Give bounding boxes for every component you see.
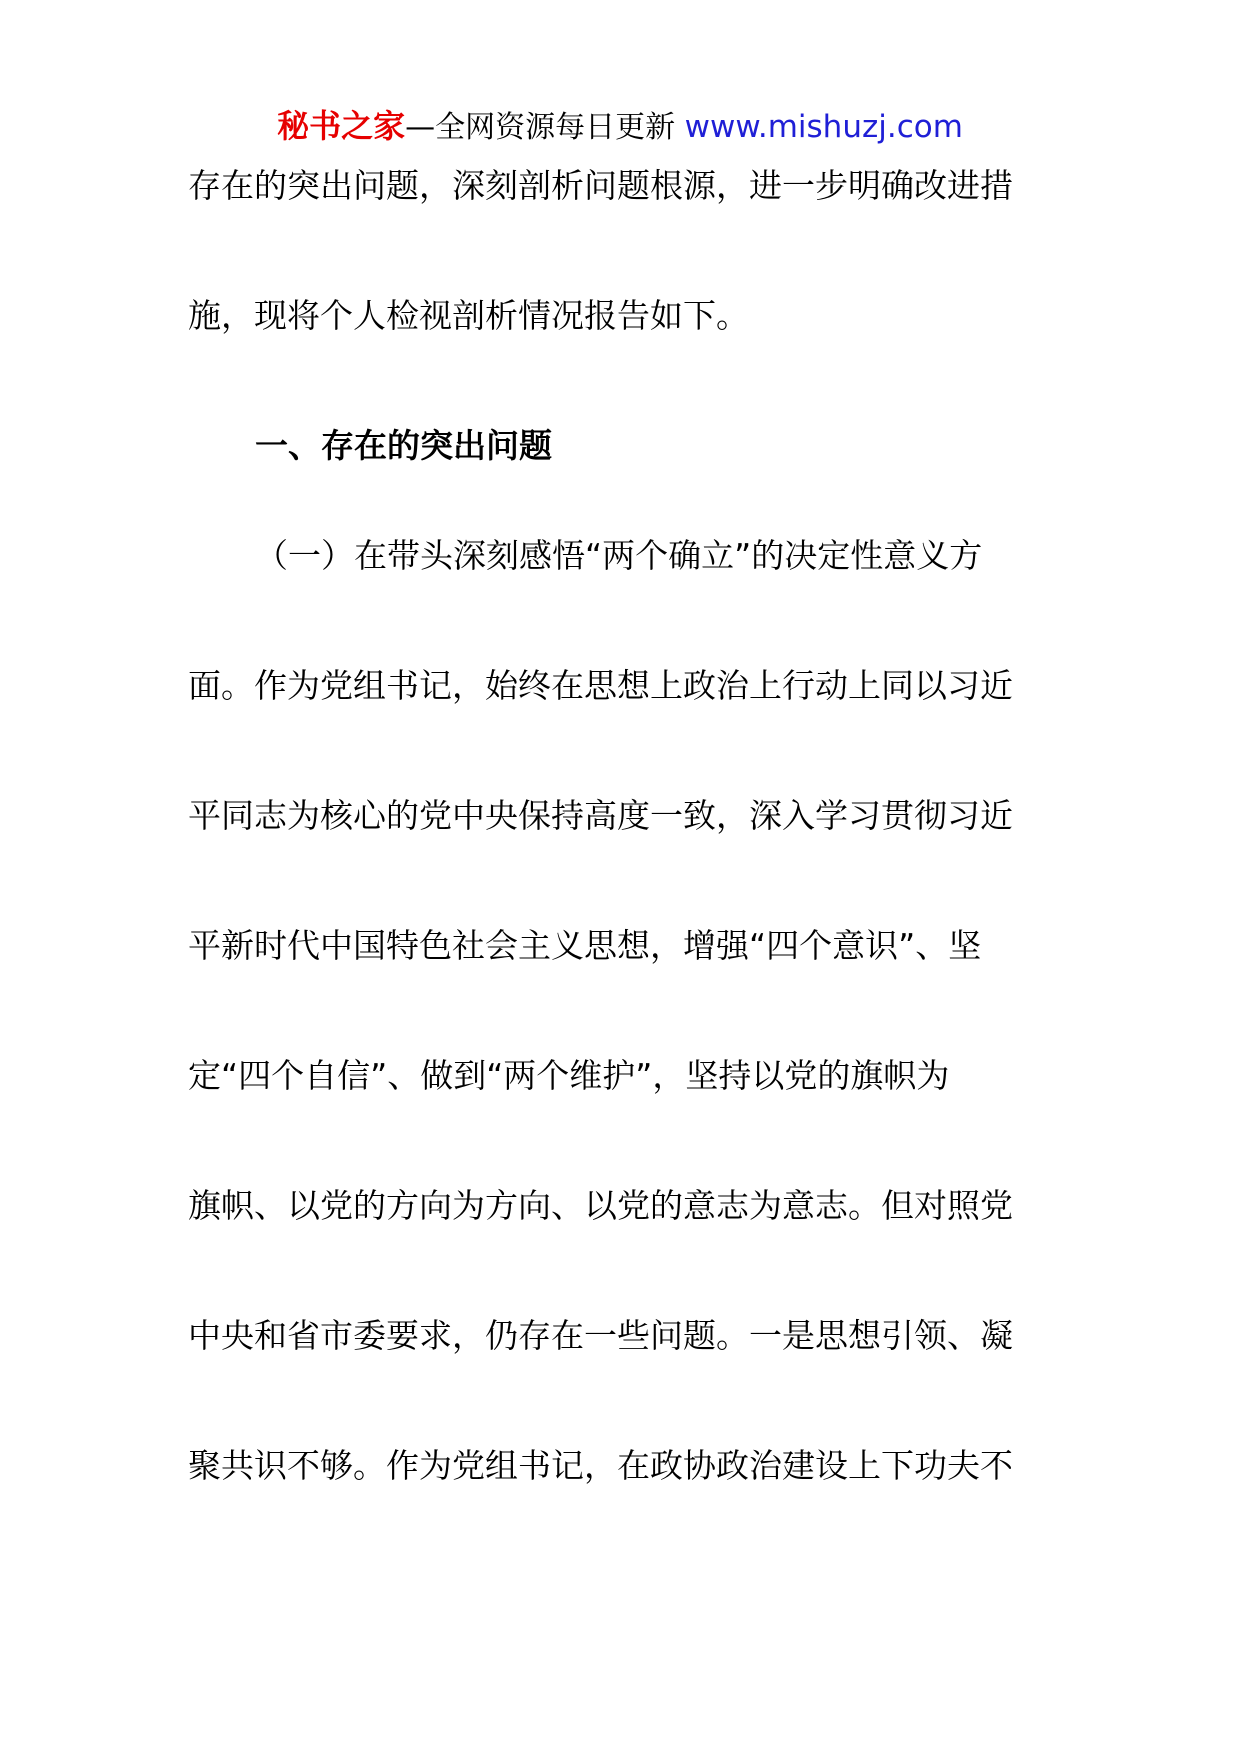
document-body <box>188 166 1038 1576</box>
paragraph-line: 存在的突出问题，深刻剖析问题根源，进一步明确改进措 <box>188 166 1013 205</box>
paragraph-line: 中央和省市委要求，仍存在一些问题。一是思想引领、凝 <box>188 1316 1013 1355</box>
paragraph-line: 定“四个自信”、做到“两个维护”，坚持以党的旗帜为 <box>188 1056 950 1095</box>
page-header <box>0 104 1240 150</box>
paragraph-line: 平新时代中国特色社会主义思想，增强“四个意识”、坚 <box>188 926 982 965</box>
paragraph-line: 施，现将个人检视剖析情况报告如下。 <box>188 296 749 335</box>
header-tagline: —全网资源每日更新 <box>405 110 685 145</box>
paragraph-line: （一）在带头深刻感悟“两个确立”的决定性意义方 <box>255 536 983 575</box>
paragraph-line: 旗帜、以党的方向为方向、以党的意志为意志。但对照党 <box>188 1186 1013 1225</box>
paragraph-line: 聚共识不够。作为党组书记，在政协政治建设上下功夫不 <box>188 1446 1013 1485</box>
brand-name: 秘书之家 <box>277 107 406 145</box>
paragraph-line: 面。作为党组书记，始终在思想上政治上行动上同以习近 <box>188 666 1013 705</box>
website-link[interactable]: www.mishuzj.com <box>684 109 963 145</box>
paragraph-line: 平同志为核心的党中央保持高度一致，深入学习贯彻习近 <box>188 796 1013 835</box>
section-heading: 一、存在的突出问题 <box>255 426 552 465</box>
